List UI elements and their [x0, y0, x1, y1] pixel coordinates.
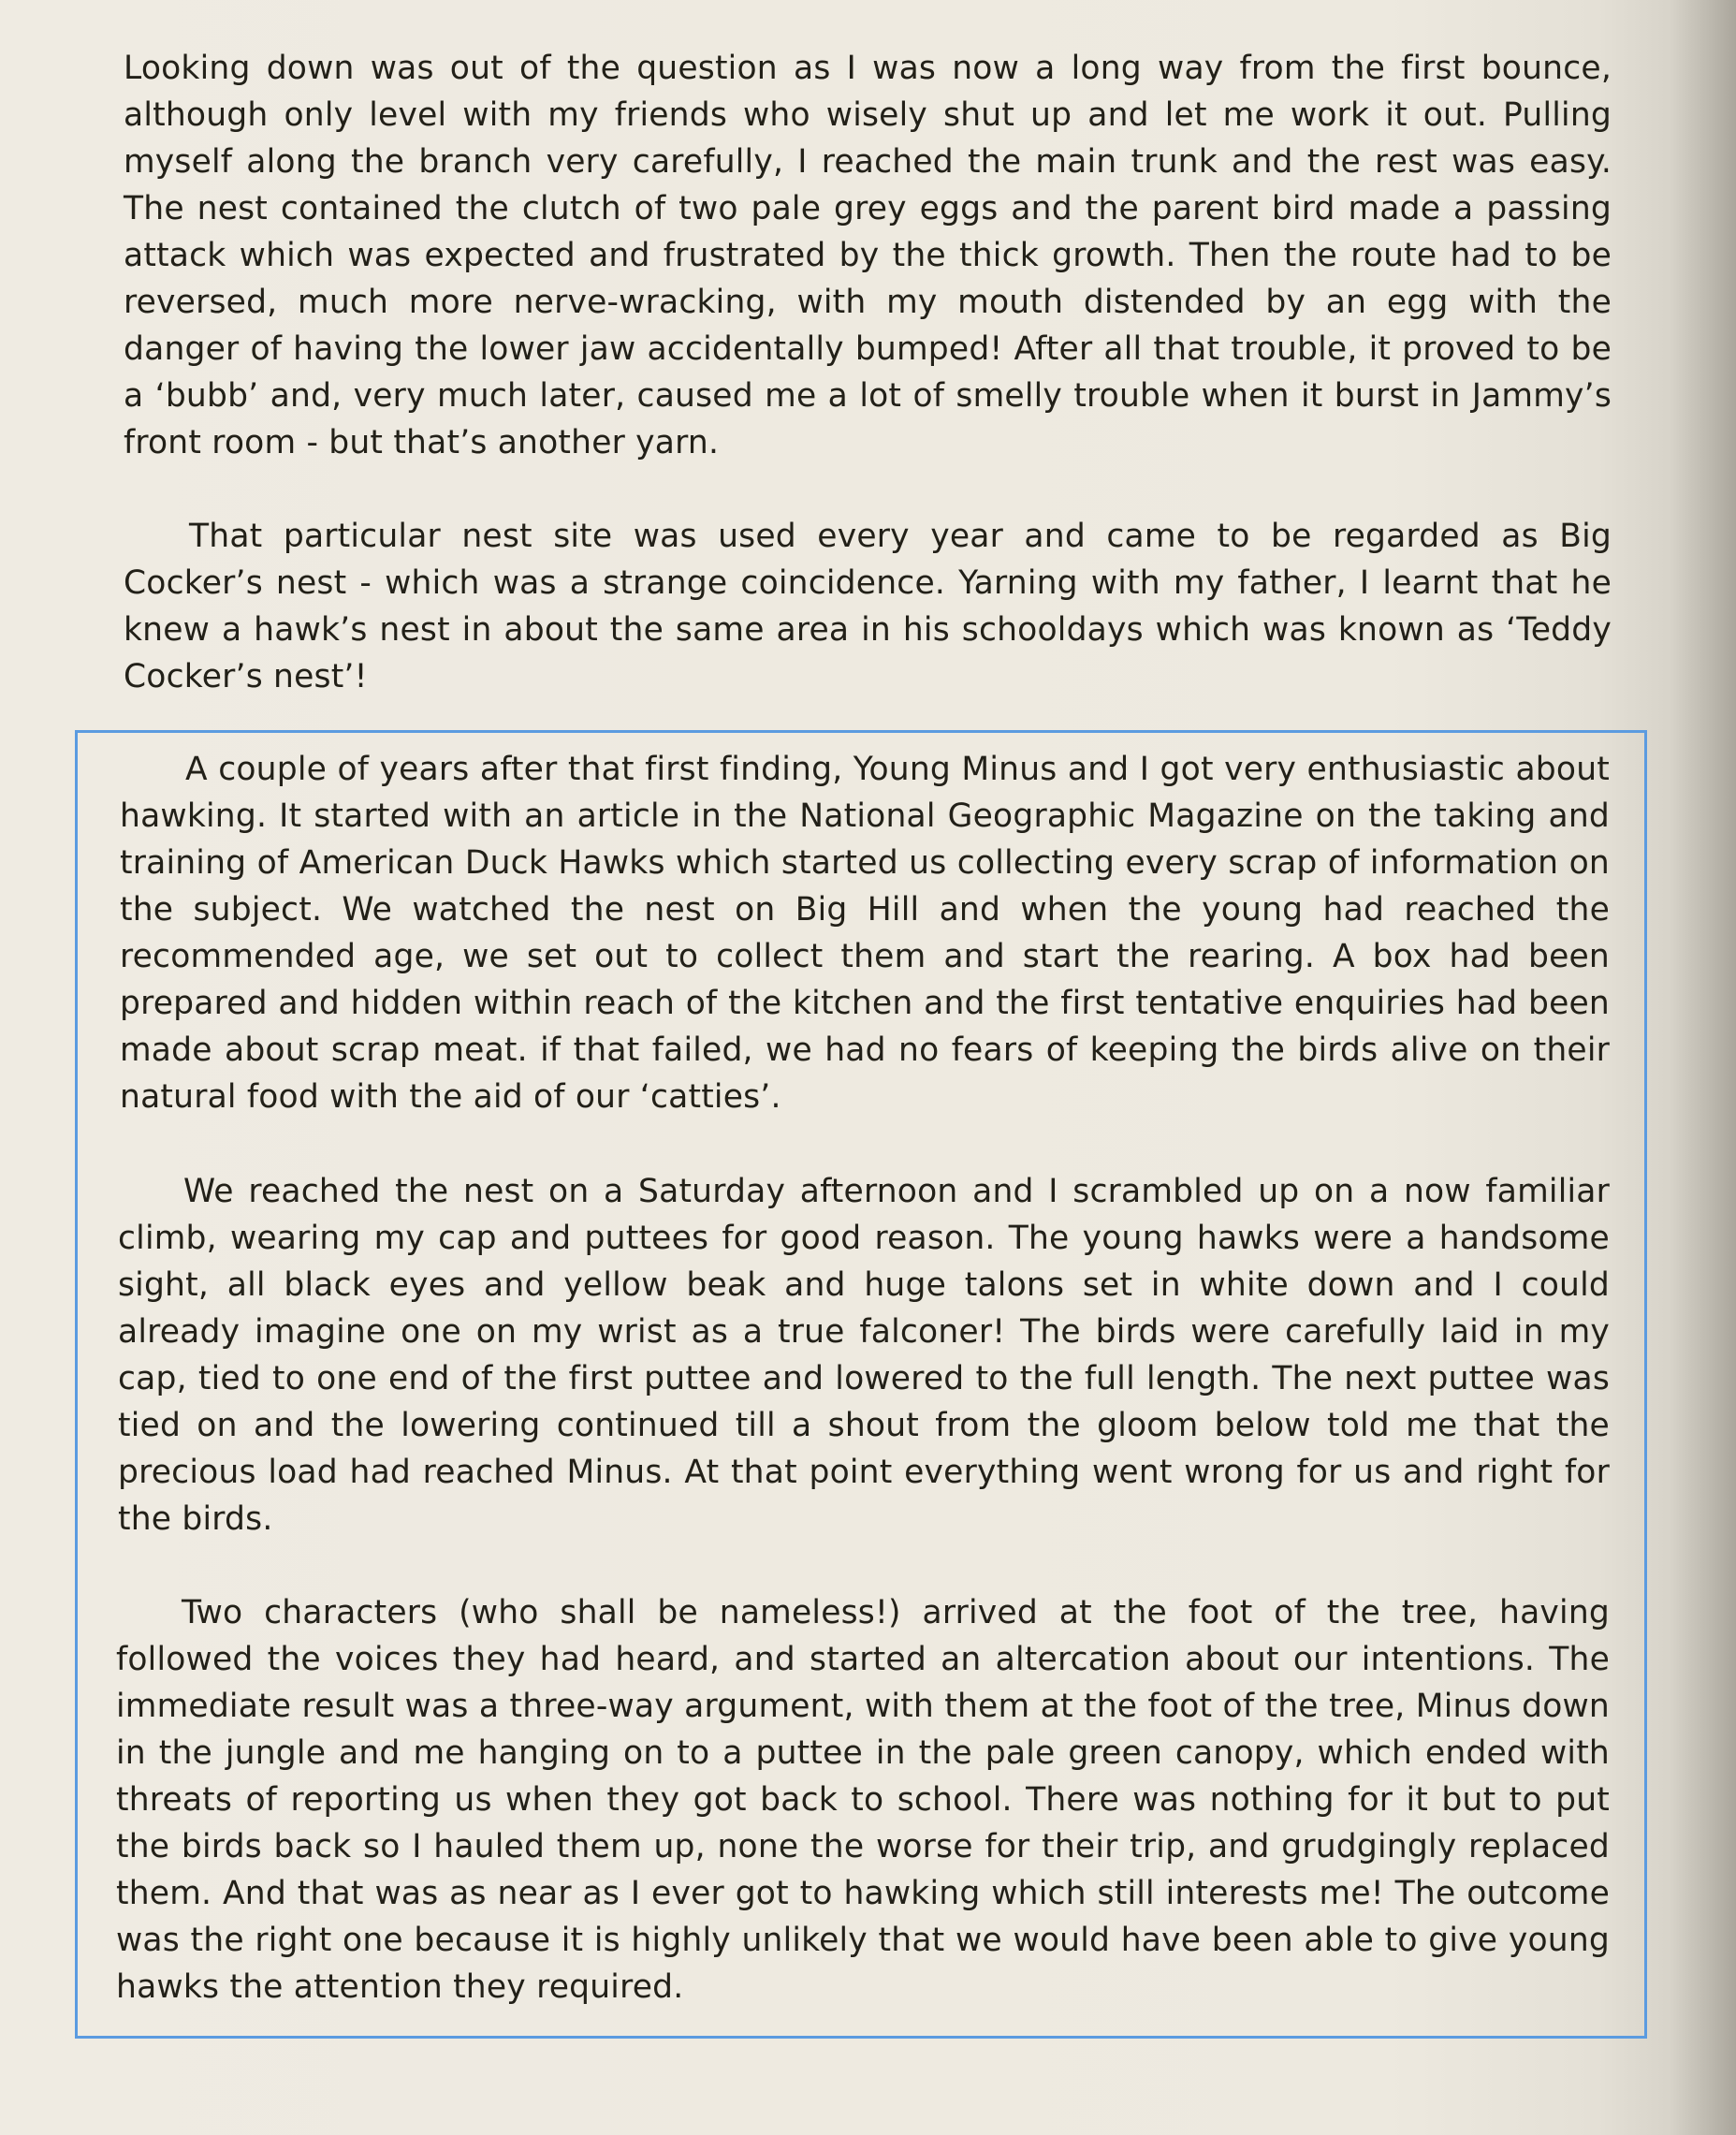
book-spine-shadow — [1670, 0, 1736, 2135]
paragraph-4: We reached the nest on a Saturday afternoon and I scrambled up on a now familiar climb, wearing my cap and puttees for good reason. The young hawks were a handsome sight, all black eyes and yellow beak and huge talons set in white down and I could already imagine one on my wrist as a true falconer! The birds were carefully laid in my cap, tied to one end of the first puttee and lowered to the full length. The next puttee was tied on and the lowering continued till a shout from the gloom below told me that the precious load had reached Minus. At that point everything went wrong for us and right for the birds. — [118, 1173, 1610, 1538]
paragraph-5: Two characters (who shall be nameless!) arrived at the foot of the tree, having followed the voices they had heard, and started an altercation about our intentions. The immediate result was a three-way argument, with them at the foot of the tree, Minus down in the jungle and me hanging on to a puttee in the pale green canopy, which ended with threats of reporting us when they got back to school. There was nothing for it but to put the birds back so I hauled them up, none the worse for their trip, and grudgingly replaced them. And that was as near as I ever got to hawking which still interests me! The outcome was the right one because it is highly unlikely that we would have been able to give young hawks the attention they required. — [116, 1594, 1610, 2006]
paragraph-2: That particular nest site was used every year and came to be regarded as Big Cocker’s nest - which was a strange coincidence. Yarning with my father, I learnt that he knew a hawk’s nest in about the same area in his schooldays which was known as ‘Teddy Cocker’s nest’! — [124, 518, 1612, 695]
paragraph-3: A couple of years after that first finding, Young Minus and I got very enthusiastic about hawking. It started with an article in the National Geographic Magazine on the taking and training of American Duck Hawks which started us collecting every scrap of information on the subject. We watched the nest on Big Hill and when the young had reached the recommended age, we set out to collect them and start the rearing. A box had been prepared and hidden within reach of the kitchen and the first tentative enquiries had been made about scrap meat. if that failed, we had no fears of keeping the birds alive on their natural food with the aid of our ‘catties’. — [120, 751, 1610, 1116]
paragraph-1: Looking down was out of the question as I was now a long way from the first bounce, although only level with my friends who wisely shut up and let me work it out. Pulling myself along the branch very carefully, I reached the main trunk and the rest was easy. The nest contained the clutch of two pale grey eggs and the parent bird made a passing attack which was expected and frustrated by the thick growth. Then the route had to be reversed, much more nerve-wracking, with my mouth distended by an egg with the danger of having the lower jaw accidentally bumped! After all that trouble, it proved to be a ‘bubb’ and, very much later, caused me a lot of smelly trouble when it burst in Jammy’s front room - but that’s another yarn. — [124, 50, 1612, 461]
